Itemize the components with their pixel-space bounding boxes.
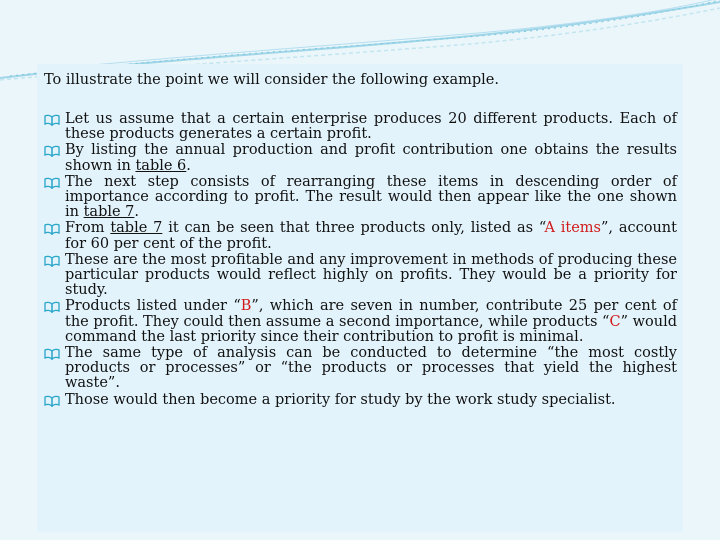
bullet-item bbox=[43, 346, 677, 392]
table-reference[interactable]: table 7 bbox=[83, 204, 135, 221]
highlight-text: A items bbox=[544, 220, 601, 237]
bullet-text bbox=[65, 392, 616, 408]
book-bullet-icon bbox=[44, 177, 60, 189]
text-run: Those would then become a priority for study by the work study specialist. bbox=[65, 391, 616, 408]
text-run: . bbox=[186, 157, 191, 174]
text-run: it can be seen that three products only, listed as “ bbox=[162, 220, 545, 237]
bullet-text bbox=[65, 142, 677, 173]
bullet-text bbox=[65, 111, 677, 142]
text-run: ”, which are seven in number, contribute 25 per cent of the profit. They could then assume a second importance, while products “ bbox=[65, 298, 678, 330]
bullet-list bbox=[43, 112, 677, 409]
bullet-text bbox=[65, 345, 677, 391]
bullet-text bbox=[65, 220, 677, 251]
book-bullet-icon bbox=[44, 348, 60, 360]
intro-text: To illustrate the point we will consider the following example. bbox=[44, 72, 499, 88]
text-run: . bbox=[134, 204, 140, 221]
bullet-item bbox=[43, 253, 677, 299]
text-run: These are the most profitable and any improvement in methods of producing these particular products would reflect highly on profits. They would be a priority for study. bbox=[65, 251, 677, 299]
text-run: By listing the annual production and profit contribution one obtains the results shown in bbox=[65, 142, 677, 174]
highlight-text: C bbox=[609, 313, 621, 330]
book-bullet-icon bbox=[44, 145, 60, 157]
book-bullet-icon bbox=[44, 255, 60, 267]
text-run: The same type of analysis can be conducted to determine “the most costly products or processes” or “the products or processes that yield the highest waste”. bbox=[65, 345, 677, 392]
bullet-text bbox=[65, 298, 677, 344]
text-run: ” would command the last priority since their contribution to profit is minimal. bbox=[65, 313, 678, 345]
text-run: From bbox=[65, 220, 111, 237]
bullet-item bbox=[43, 112, 677, 142]
table-reference[interactable]: table 7 bbox=[110, 220, 163, 237]
text-run: The next step consists of rearranging these items in descending order of importance according to profit. The result would then appear like the one shown in bbox=[65, 173, 677, 221]
bullet-text bbox=[65, 174, 677, 220]
bullet-item bbox=[43, 393, 677, 408]
bullet-text bbox=[65, 252, 677, 298]
text-run: Let us assume that a certain enterprise produces 20 different products. Each of these products generates a certain profit. bbox=[65, 111, 677, 143]
text-run: ”, account for 60 per cent of the profit. bbox=[65, 220, 677, 252]
bullet-item bbox=[43, 143, 677, 173]
content-panel bbox=[37, 64, 683, 532]
bullet-item bbox=[43, 221, 677, 251]
text-run: Products listed under “ bbox=[65, 298, 241, 315]
book-bullet-icon bbox=[44, 395, 60, 407]
table-reference[interactable]: table 6 bbox=[135, 157, 187, 174]
book-bullet-icon bbox=[44, 114, 60, 126]
book-bullet-icon bbox=[44, 301, 60, 313]
book-bullet-icon bbox=[44, 223, 60, 235]
highlight-text: B bbox=[240, 298, 252, 315]
bullet-item bbox=[43, 299, 677, 345]
bullet-item bbox=[43, 175, 677, 221]
